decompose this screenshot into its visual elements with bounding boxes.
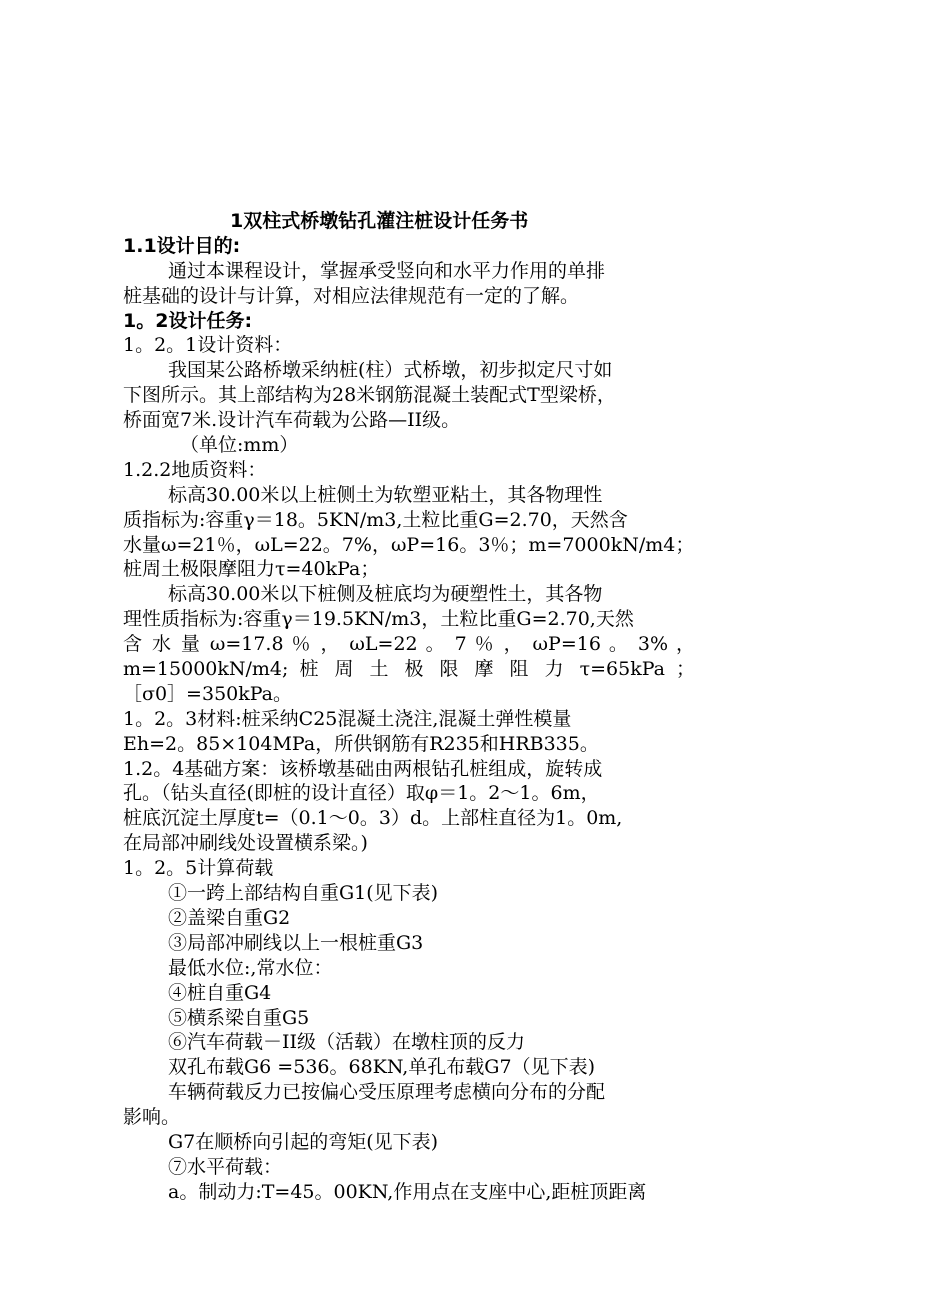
paragraph-line: 桩周土极限摩阻力τ=40kPa； — [123, 558, 380, 581]
paragraph-line: G7在顺桥向引起的弯矩(见下表) — [168, 1130, 439, 1153]
paragraph-line: 通过本课程设计，掌握承受竖向和水平力作用的单排 — [168, 259, 606, 282]
paragraph-line: m=15000kN/m4; 桩 周 土 极 限 摩 阻 力 τ=65kPa ； — [123, 658, 695, 681]
document-page — [123, 209, 695, 1205]
section-heading: 1。2设计任务: — [123, 309, 253, 332]
paragraph-line: 桩底沉淀土厚度t=（0.1～0。3）d。上部柱直径为1。0m, — [123, 807, 623, 830]
paragraph-line: 我国某公路桥墩采纳桩(柱）式桥墩，初步拟定尺寸如 — [168, 359, 613, 382]
paragraph-line: ⑤横系梁自重G5 — [168, 1006, 310, 1029]
paragraph-line: a。制动力:T=45。00KN,作用点在支座中心,距桩顶距离 — [168, 1180, 647, 1203]
paragraph-line: 桥面宽7米.设计汽车荷载为公路—II级。 — [123, 409, 461, 432]
document-body — [123, 234, 695, 1205]
paragraph-line: ①一跨上部结构自重G1(见下表) — [168, 882, 439, 905]
paragraph-line: Eh=2。85×104MPa，所供钢筋有R235和HRB335。 — [123, 732, 599, 755]
paragraph-line: （单位:mm） — [180, 434, 299, 457]
paragraph-line: 1.2.2地质资料： — [123, 458, 267, 481]
paragraph-line: 1。2。5计算荷载 — [123, 857, 274, 880]
paragraph-line: 标高30.00米以下桩侧及桩底均为硬塑性土，其各物 — [168, 583, 603, 606]
paragraph-line: 最低水位:,常水位： — [168, 956, 333, 979]
paragraph-line: 标高30.00米以上桩侧土为软塑亚粘土，其各物理性 — [168, 483, 603, 506]
paragraph-line: 桩基础的设计与计算，对相应法律规范有一定的了解。 — [123, 284, 580, 307]
paragraph-line: ⑦水平荷载： — [168, 1155, 283, 1178]
paragraph-line: 理性质指标为:容重γ＝19.5KN/m3，土粒比重G=2.70,天然 — [123, 608, 634, 631]
paragraph-line: 1.2。4基础方案：该桥墩基础由两根钻孔桩组成，旋转成 — [123, 757, 603, 780]
paragraph-line: 双孔布载G6 =536。68KN,单孔布载G7（见下表) — [168, 1056, 595, 1079]
paragraph-line: 1。2。1设计资料： — [123, 334, 293, 357]
paragraph-line: ③局部冲刷线以上一根桩重G3 — [168, 931, 424, 954]
paragraph-line: 水量ω=21％，ωL=22。7%，ωP=16。3％；m=7000kN/m4； — [123, 533, 695, 556]
section-heading: 1.1设计目的: — [123, 234, 241, 257]
paragraph-line: 孔。（钻头直径(即桩的设计直径）取φ＝1。2～1。6m， — [123, 782, 600, 805]
paragraph-line: 在局部冲刷线处设置横系梁。) — [123, 832, 368, 855]
paragraph-line: 含 水 量 ω=17.8 ％ ， ωL=22 。 7 ％ ， ωP=16 。 3% ， — [123, 633, 695, 656]
document-title: 1双柱式桥墩钻孔灌注桩设计任务书 — [230, 210, 529, 232]
paragraph-line: ［σ0］=350kPa。 — [123, 682, 293, 705]
paragraph-line: 质指标为:容重γ＝18。5KN/m3,土粒比重G=2.70，天然含 — [123, 508, 628, 531]
paragraph-line: 1。2。3材料:桩采纳C25混凝土浇注,混凝土弹性模量 — [123, 707, 572, 730]
paragraph-line: 车辆荷载反力已按偏心受压原理考虑横向分布的分配 — [168, 1081, 606, 1104]
paragraph-line: 影响。 — [123, 1106, 181, 1129]
paragraph-line: ⑥汽车荷载－II级（活载）在墩柱顶的反力 — [168, 1031, 526, 1054]
paragraph-line: ②盖梁自重G2 — [168, 906, 291, 929]
paragraph-line: 下图所示。其上部结构为28米钢筋混凝土装配式T型梁桥， — [123, 384, 616, 407]
paragraph-line: ④桩自重G4 — [168, 981, 272, 1004]
